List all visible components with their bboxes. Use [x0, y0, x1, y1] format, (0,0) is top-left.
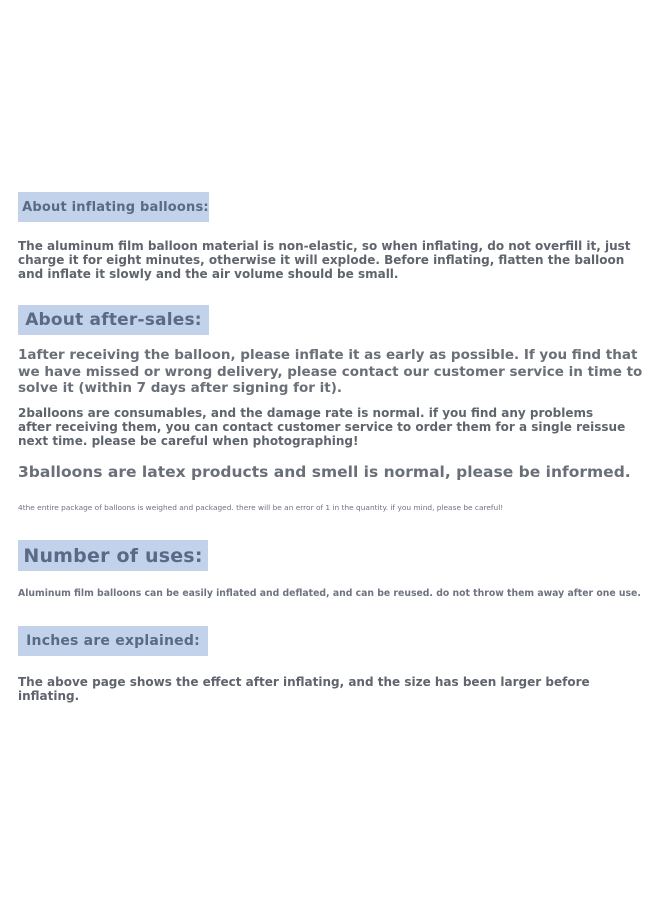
inflating-instructions-text: The aluminum film balloon material is non-elastic, so when inflating, do not overfill it, just charge it for eight minutes, otherwise it will explode. Before inflating, flatten the balloon and inflate it slowly and the air volume should be small.	[18, 239, 631, 281]
heading-number-of-uses: Number of uses:	[18, 540, 208, 571]
after-sales-item-4: 4the entire package of balloons is weighed and packaged. there will be an error of 1 in the quantity. if you mind, please be careful!	[18, 503, 504, 512]
heading-after-sales: About after-sales:	[18, 305, 209, 335]
inches-text: The above page shows the effect after inflating, and the size has been larger before inflating.	[18, 675, 590, 703]
uses-text: Aluminum film balloons can be easily inflated and deflated, and can be reused. do not throw them away after one use.	[18, 588, 641, 599]
after-sales-item-3: 3balloons are latex products and smell is normal, please be informed.	[18, 463, 631, 481]
heading-inflating-balloons: About inflating balloons:	[18, 192, 209, 222]
after-sales-item-1: 1after receiving the balloon, please inflate it as early as possible. If you find that we have missed or wrong delivery, please contact our customer service in time to solve it (within 7 days after signing for it).	[18, 347, 643, 396]
after-sales-item-2: 2balloons are consumables, and the damage rate is normal. if you find any problems after receiving them, you can contact customer service to order them for a single reissue next time. please be careful when photographing!	[18, 406, 626, 448]
heading-inches-explained: Inches are explained:	[18, 626, 208, 656]
